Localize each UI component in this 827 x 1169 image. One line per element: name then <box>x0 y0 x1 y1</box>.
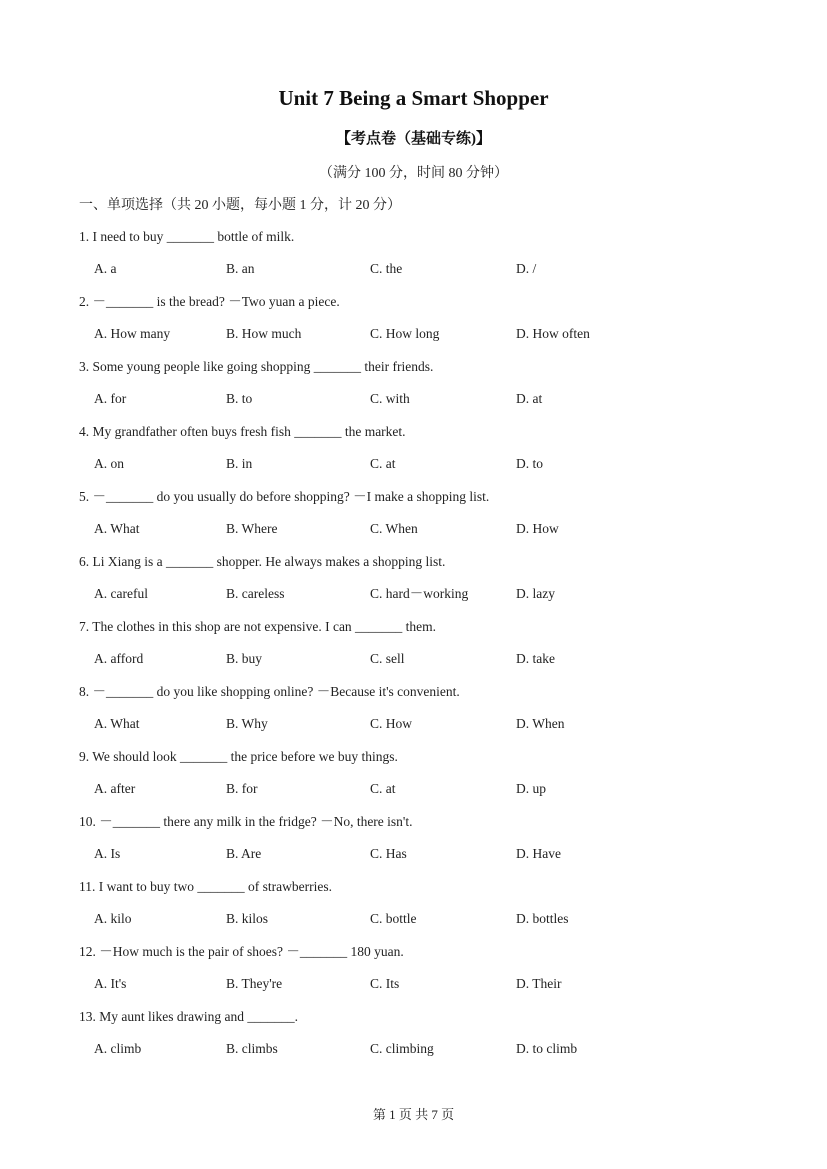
option-a: A. on <box>94 456 124 471</box>
question-item <box>0 423 827 483</box>
score-info: （满分 100 分，时间 80 分钟） <box>319 166 508 181</box>
option-b: B. in <box>226 456 253 471</box>
question-item <box>0 878 827 938</box>
option-a: A. afford <box>94 651 144 666</box>
option-b: B. climbs <box>226 1041 278 1056</box>
question-item <box>0 618 827 678</box>
option-b: B. to <box>226 391 253 406</box>
option-a: A. climb <box>94 1041 142 1056</box>
question-stem: 5. －_______ do you usually do before shopping? －I make a shopping list. <box>79 489 490 504</box>
option-d: D. Have <box>516 846 561 861</box>
question-item <box>0 1008 827 1068</box>
option-a: A. What <box>94 521 140 536</box>
option-c: C. climbing <box>370 1041 434 1056</box>
option-a: A. a <box>94 261 117 276</box>
option-d: D. / <box>516 261 537 276</box>
question-stem: 11. I want to buy two _______ of strawberries. <box>79 879 332 894</box>
option-d: D. to climb <box>516 1041 578 1056</box>
option-d: D. Their <box>516 976 562 991</box>
question-item <box>0 813 827 873</box>
option-a: A. after <box>94 781 136 796</box>
option-b: B. for <box>226 781 258 796</box>
question-stem: 7. The clothes in this shop are not expensive. I can _______ them. <box>79 619 437 634</box>
option-c: C. Has <box>370 846 407 861</box>
section-heading: 一、单项选择（共 20 小题，每小题 1 分，计 20 分） <box>79 198 401 213</box>
option-a: A. How many <box>94 326 171 341</box>
question-stem: 1. I need to buy _______ bottle of milk. <box>79 229 295 244</box>
option-c: C. sell <box>370 651 405 666</box>
option-d: D. at <box>516 391 543 406</box>
option-c: C. hard－working <box>370 586 469 601</box>
option-b: B. Are <box>226 846 262 861</box>
question-stem: 8. －_______ do you like shopping online? －Because it's convenient. <box>79 684 460 699</box>
option-b: B. careless <box>226 586 285 601</box>
option-d: D. lazy <box>516 586 555 601</box>
option-b: B. an <box>226 261 255 276</box>
option-b: B. How much <box>226 326 302 341</box>
page-indicator: 第 1 页 共 7 页 <box>372 1107 455 1122</box>
option-a: A. What <box>94 716 140 731</box>
option-d: D. to <box>516 456 543 471</box>
document-title: Unit 7 Being a Smart Shopper <box>278 86 549 110</box>
question-item <box>0 683 827 743</box>
option-b: B. Why <box>226 716 268 731</box>
question-stem: 9. We should look _______ the price before we buy things. <box>79 749 398 764</box>
question-stem: 13. My aunt likes drawing and _______. <box>79 1009 298 1024</box>
question-stem: 4. My grandfather often buys fresh fish _______ the market. <box>79 424 406 439</box>
option-b: B. They're <box>226 976 283 991</box>
option-b: B. Where <box>226 521 278 536</box>
question-item <box>0 553 827 613</box>
option-d: D. When <box>516 716 565 731</box>
question-item <box>0 358 827 418</box>
option-a: A. kilo <box>94 911 132 926</box>
question-item <box>0 748 827 808</box>
question-stem: 12. －How much is the pair of shoes? －_______ 180 yuan. <box>79 944 404 959</box>
question-stem: 10. －_______ there any milk in the fridge? －No, there isn't. <box>79 814 413 829</box>
question-stem: 6. Li Xiang is a _______ shopper. He always makes a shopping list. <box>79 554 446 569</box>
option-d: D. up <box>516 781 546 796</box>
option-c: C. at <box>370 456 396 471</box>
option-a: A. Is <box>94 846 121 861</box>
option-c: C. bottle <box>370 911 417 926</box>
option-c: C. with <box>370 391 410 406</box>
question-item <box>0 488 827 548</box>
option-c: C. When <box>370 521 418 536</box>
question-item <box>0 293 827 353</box>
option-d: D. bottles <box>516 911 569 926</box>
question-item <box>0 228 827 288</box>
option-c: C. How long <box>370 326 440 341</box>
option-c: C. at <box>370 781 396 796</box>
question-stem: 3. Some young people like going shopping _______ their friends. <box>79 359 434 374</box>
option-b: B. kilos <box>226 911 269 926</box>
option-c: C. How <box>370 716 413 731</box>
option-a: A. for <box>94 391 127 406</box>
option-c: C. the <box>370 261 403 276</box>
option-d: D. How <box>516 521 559 536</box>
option-c: C. Its <box>370 976 400 991</box>
option-a: A. careful <box>94 586 148 601</box>
document-subtitle: 【考点卷（基础专练)】 <box>336 131 491 147</box>
option-a: A. It's <box>94 976 127 991</box>
option-b: B. buy <box>226 651 263 666</box>
question-stem: 2. －_______ is the bread? －Two yuan a piece. <box>79 294 340 309</box>
option-d: D. take <box>516 651 555 666</box>
question-item <box>0 943 827 1003</box>
option-d: D. How often <box>516 326 590 341</box>
